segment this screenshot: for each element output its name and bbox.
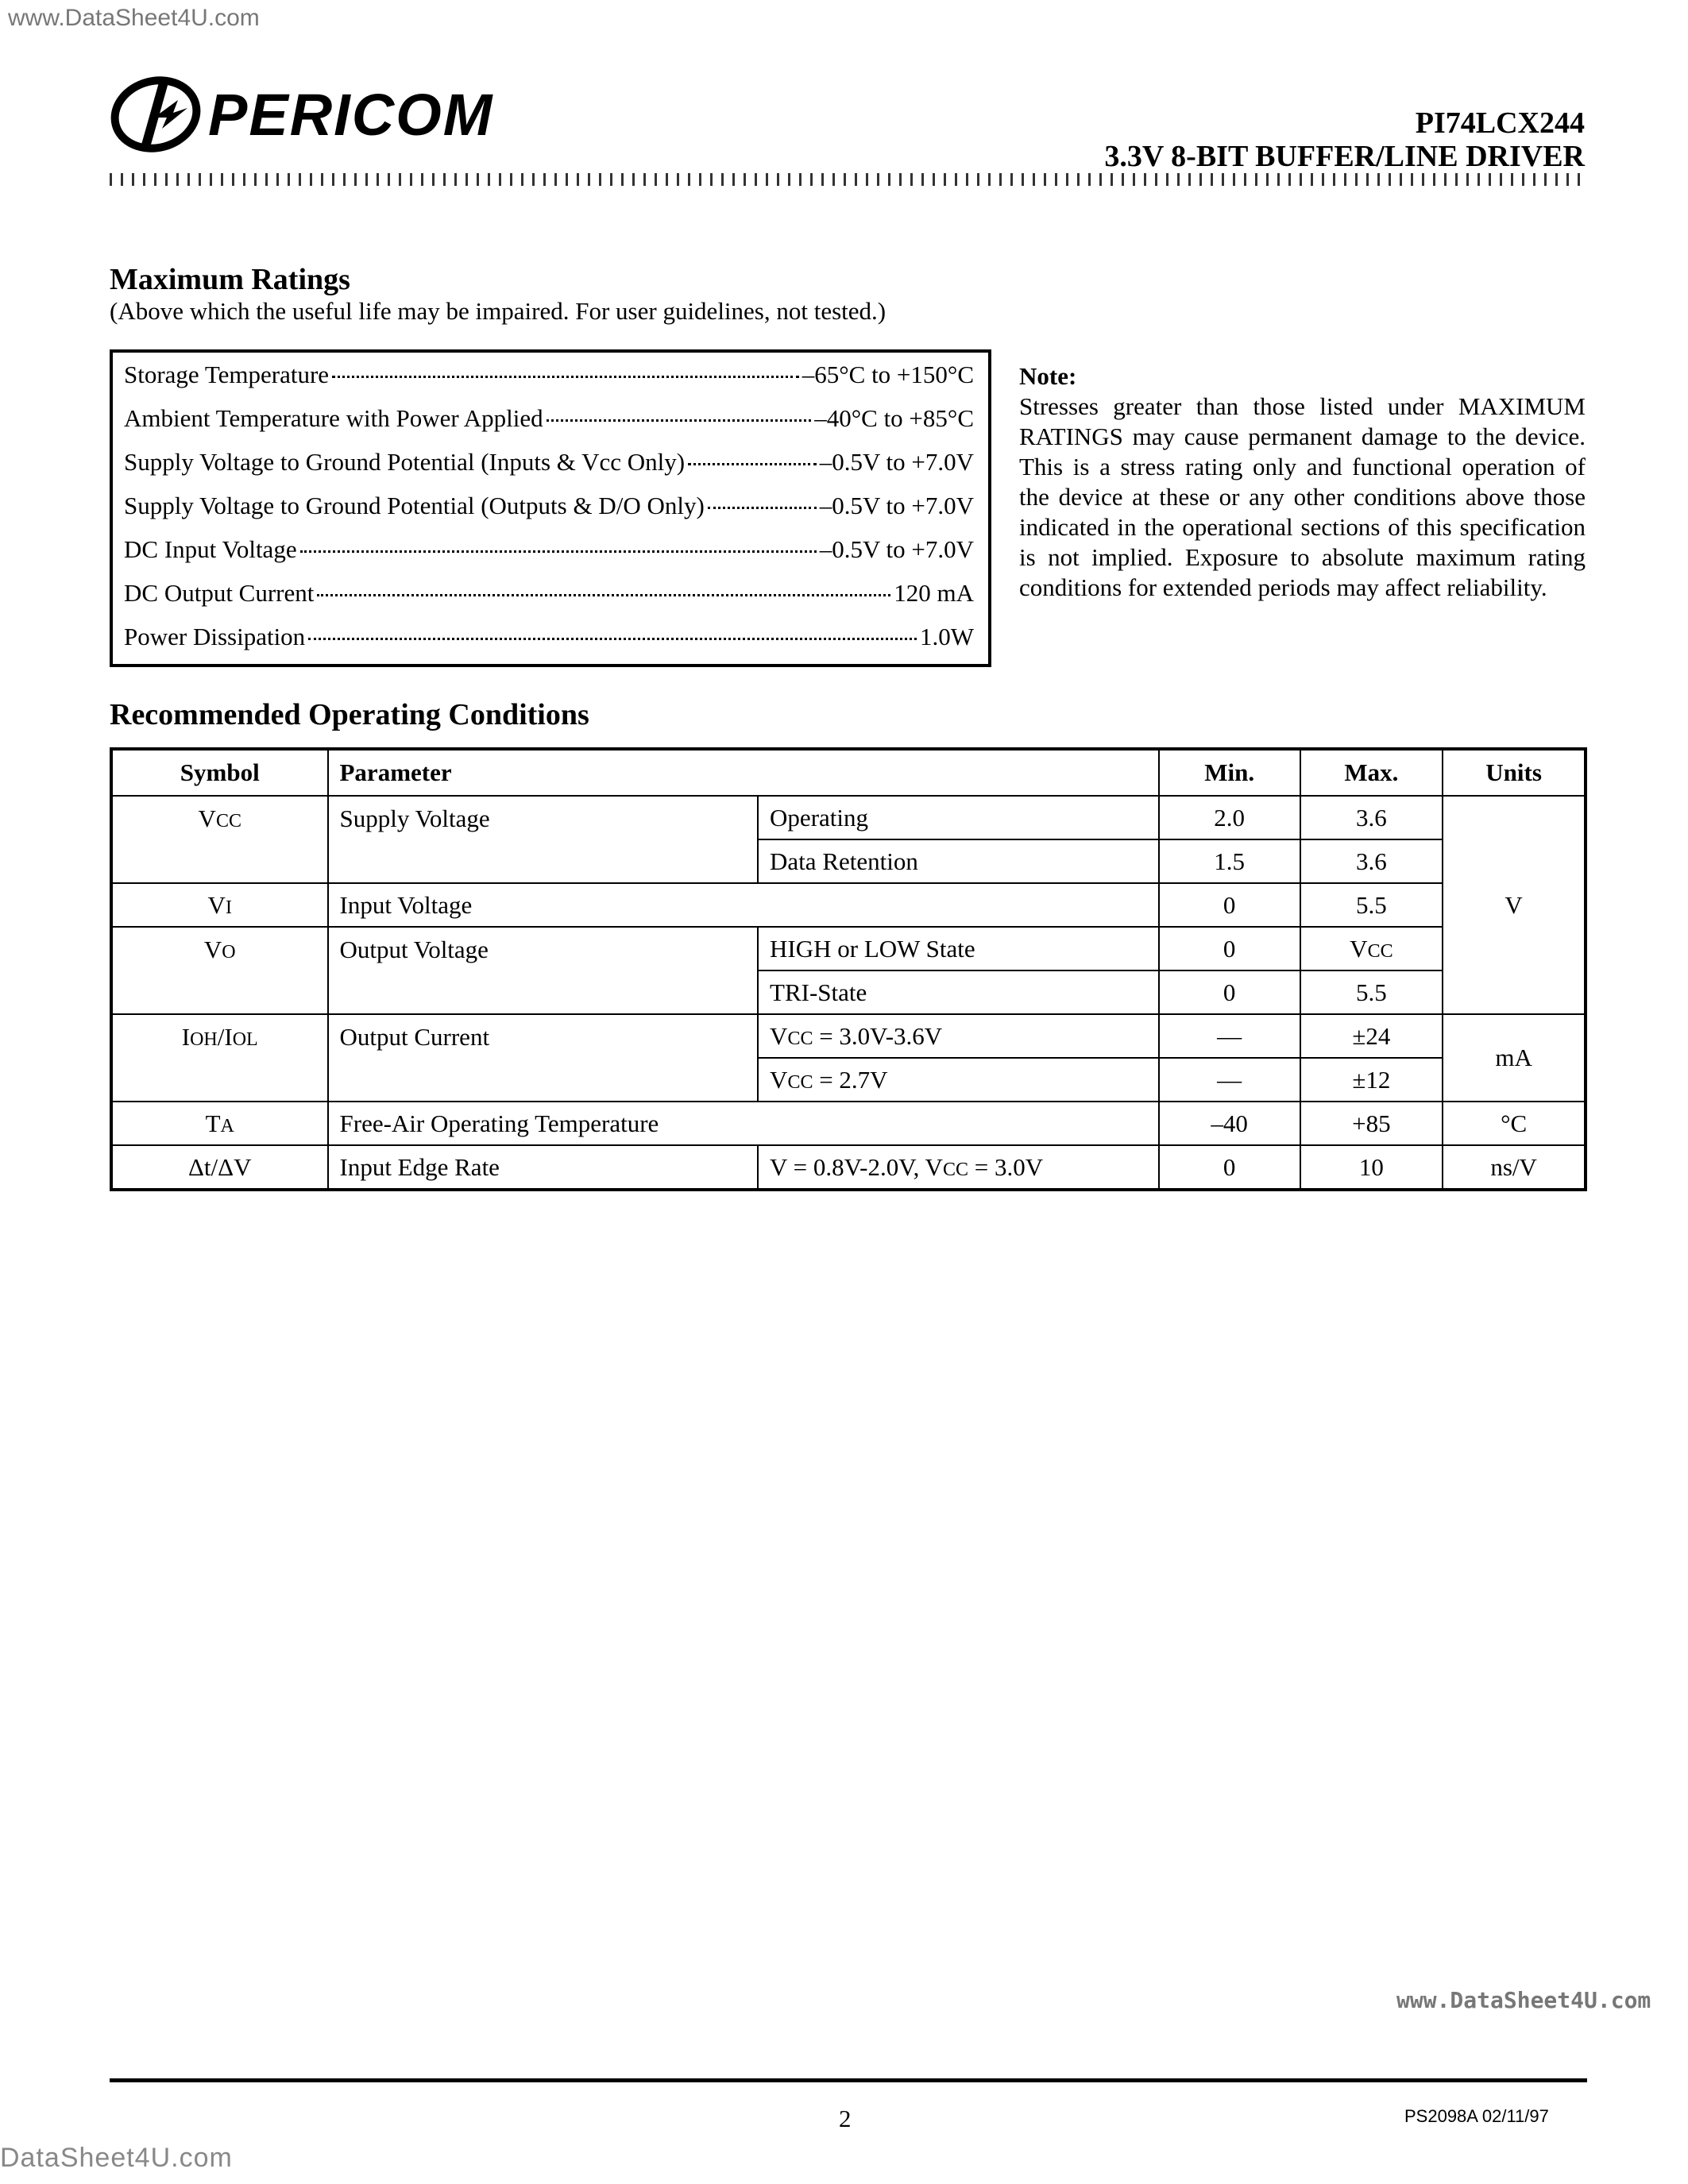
unit-ma: mA: [1443, 1014, 1586, 1102]
max-value: 10: [1300, 1145, 1443, 1190]
document-id: PS2098A 02/11/97: [1404, 2106, 1549, 2126]
header-parameter: Parameter: [328, 749, 1159, 796]
unit-celsius: °C: [1443, 1102, 1586, 1145]
footer-rule: [110, 2078, 1587, 2082]
table-row: [111, 796, 1586, 839]
watermark-bottom[interactable]: DataSheet4U.com: [0, 2143, 233, 2173]
leader-dots: [547, 419, 812, 422]
rating-row: [124, 492, 974, 535]
rating-value: –65°C to +150°C: [802, 361, 974, 388]
table-row: [111, 927, 1586, 970]
leader-dots: [300, 550, 817, 553]
min-value: —: [1159, 1058, 1300, 1102]
max-value: VCC: [1300, 927, 1443, 970]
rating-value: –0.5V to +7.0V: [819, 535, 974, 563]
header-symbol: Symbol: [111, 749, 328, 796]
param-free-air-temp: Free-Air Operating Temperature: [328, 1102, 1159, 1145]
rating-label: DC Input Voltage: [124, 535, 297, 563]
rating-value: 1.0W: [919, 623, 974, 650]
header-min: Min.: [1159, 749, 1300, 796]
rating-label: DC Output Current: [124, 579, 315, 607]
rating-label: Power Dissipation: [124, 623, 306, 650]
symbol-edge-rate: Δt/ΔV: [111, 1145, 328, 1190]
watermark-right[interactable]: www.DataSheet4U.com: [1396, 1987, 1651, 2013]
header-tick-rule: [110, 173, 1587, 186]
symbol-vcc: VCC: [111, 796, 328, 883]
max-value: 5.5: [1300, 970, 1443, 1014]
rating-row: [124, 579, 974, 623]
table-row: [111, 883, 1586, 927]
leader-dots: [332, 376, 799, 378]
param-input-edge-rate: Input Edge Rate: [328, 1145, 759, 1190]
cond-vcc-2v7: VCC = 2.7V: [758, 1058, 1159, 1102]
page-number: 2: [839, 2105, 852, 2132]
max-ratings-subtitle: (Above which the useful life may be impaired. For user guidelines, not tested.): [110, 297, 886, 325]
leader-dots: [308, 638, 917, 640]
table-row: [111, 1102, 1586, 1145]
leader-dots: [708, 507, 817, 509]
rating-label: Storage Temperature: [124, 361, 330, 388]
table-header-row: [111, 749, 1586, 796]
watermark-top[interactable]: www.DataSheet4U.com: [8, 5, 260, 31]
doc-title: 3.3V 8-BIT BUFFER/LINE DRIVER: [1104, 140, 1585, 173]
max-value: ±24: [1300, 1014, 1443, 1058]
cond-edge-rate: V = 0.8V-2.0V, VCC = 3.0V: [758, 1145, 1159, 1190]
param-input-voltage: Input Voltage: [328, 883, 1159, 927]
rating-row: [124, 404, 974, 448]
param-output-current: Output Current: [328, 1014, 759, 1102]
leader-dots: [317, 594, 890, 596]
note-text: Stresses greater than those listed under MAXIMUM RATINGS may cause permanent damage to the device. This is a stress rating only and functional operation of the device at these or any other conditions above those indicated in the operational sections of this specification is not implied. Exposure to absolute maximum rating conditions for extended periods may affect reliability.: [1019, 392, 1586, 601]
pericom-logo-icon: [110, 76, 202, 152]
unit-ns-per-v: ns/V: [1443, 1145, 1586, 1190]
rating-value: –0.5V to +7.0V: [819, 448, 974, 476]
header-units: Units: [1443, 749, 1586, 796]
table-row: [111, 1145, 1586, 1190]
header-max: Max.: [1300, 749, 1443, 796]
max-value: 3.6: [1300, 839, 1443, 883]
min-value: 0: [1159, 1145, 1300, 1190]
max-value: 5.5: [1300, 883, 1443, 927]
cond-data-retention: Data Retention: [758, 839, 1159, 883]
max-value: +85: [1300, 1102, 1443, 1145]
cond-vcc-range: VCC = 3.0V-3.6V: [758, 1014, 1159, 1058]
note-block: [1019, 361, 1586, 603]
rating-row: [124, 535, 974, 579]
min-value: 2.0: [1159, 796, 1300, 839]
max-ratings-heading: [110, 262, 886, 326]
table-row: [111, 1014, 1586, 1058]
roc-title: Recommended Operating Conditions: [110, 698, 589, 731]
note-title: Note:: [1019, 362, 1077, 390]
min-value: 0: [1159, 970, 1300, 1014]
min-value: 0: [1159, 883, 1300, 927]
rating-row: [124, 448, 974, 492]
rating-value: –40°C to +85°C: [814, 404, 974, 432]
symbol-vo: VO: [111, 927, 328, 1014]
min-value: 1.5: [1159, 839, 1300, 883]
rating-row: [124, 361, 974, 404]
max-ratings-title: Maximum Ratings: [110, 263, 350, 296]
max-value: 3.6: [1300, 796, 1443, 839]
operating-conditions-table: [110, 747, 1587, 1191]
param-supply-voltage: Supply Voltage: [328, 796, 759, 883]
cond-operating: Operating: [758, 796, 1159, 839]
rating-row: [124, 623, 974, 666]
unit-volts: V: [1443, 796, 1586, 1014]
rating-label: Supply Voltage to Ground Potential (Outputs & D/O Only): [124, 492, 705, 519]
rating-label: Supply Voltage to Ground Potential (Inputs & Vcc Only): [124, 448, 686, 476]
part-number: PI74LCX244: [1415, 106, 1585, 140]
rating-value: –0.5V to +7.0V: [819, 492, 974, 519]
rating-label: Ambient Temperature with Power Applied: [124, 404, 543, 432]
pericom-logo: [110, 76, 493, 152]
cond-tri-state: TRI-State: [758, 970, 1159, 1014]
header-title-block: [1104, 106, 1585, 173]
leader-dots: [688, 463, 817, 465]
max-value: ±12: [1300, 1058, 1443, 1102]
max-ratings-box: [110, 349, 991, 667]
brand-name: PERICOM: [208, 81, 494, 148]
rating-value: 120 mA: [894, 579, 974, 607]
symbol-ta: TA: [111, 1102, 328, 1145]
symbol-vi: VI: [111, 883, 328, 927]
min-value: —: [1159, 1014, 1300, 1058]
symbol-ioh-iol: IOH/IOL: [111, 1014, 328, 1102]
cond-high-low: HIGH or LOW State: [758, 927, 1159, 970]
min-value: –40: [1159, 1102, 1300, 1145]
min-value: 0: [1159, 927, 1300, 970]
param-output-voltage: Output Voltage: [328, 927, 759, 1014]
